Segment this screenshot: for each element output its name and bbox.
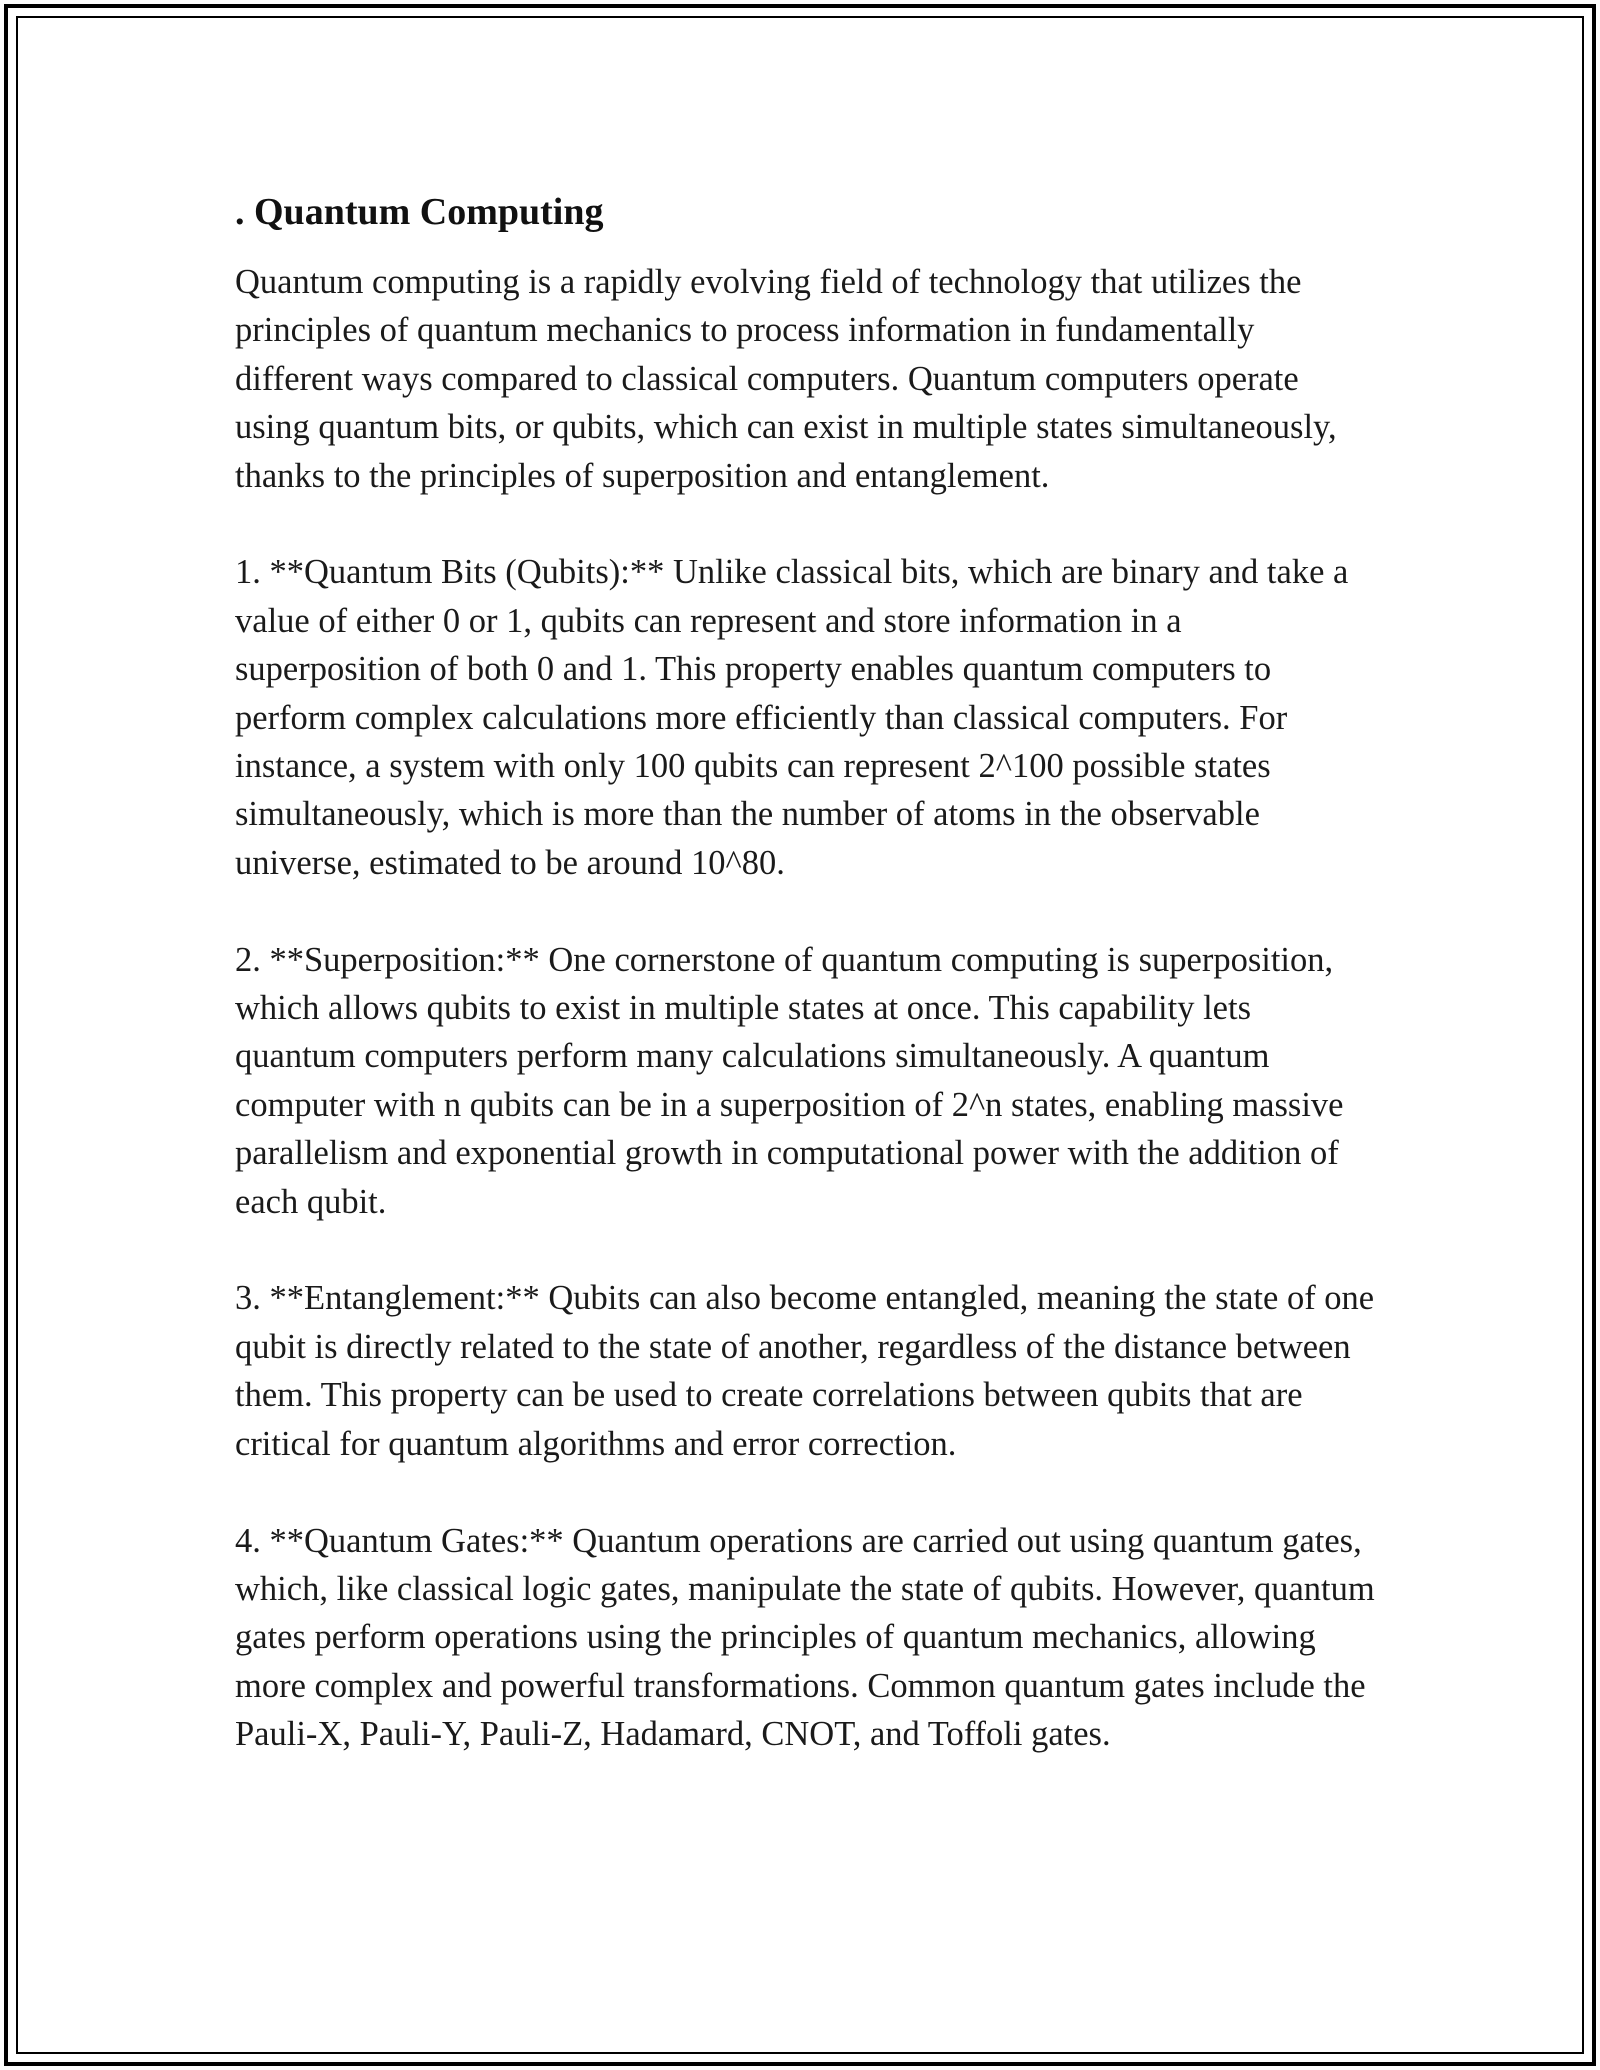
document-title: . Quantum Computing	[235, 191, 604, 233]
qubits-paragraph: 1. **Quantum Bits (Qubits):** Unlike classical bits, which are binary and take a value of either 0 or 1, qubits can represent and store information in a superposition of both 0 and 1. This property enables quantum computers to perform complex calculations more efficiently than classical computers. For instance, a system with only 100 qubits can represent 2^100 possible states simultaneously, which is more than the number of atoms in the observable universe, estimated to be around 10^80.	[235, 553, 1349, 882]
quantum-gates-paragraph: 4. **Quantum Gates:** Quantum operations are carried out using quantum gates, which, like classical logic gates, manipulate the state of qubits. However, quantum gates perform operations using the principles of quantum mechanics, allowing more complex and powerful transformations. Common quantum gates include the Pauli-X, Pauli-Y, Pauli-Z, Hadamard, CNOT, and Toffoli gates.	[235, 1521, 1375, 1754]
intro-paragraph: Quantum computing is a rapidly evolving field of technology that utilizes the principles of quantum mechanics to process information in fundamentally different ways compared to classical computers. Quantum computers operate using quantum bits, or qubits, which can exist in multiple states simultaneously, thanks to the principles of superposition and entanglement.	[235, 263, 1337, 495]
document-body	[235, 186, 1375, 1807]
entanglement-paragraph: 3. **Entanglement:** Qubits can also become entangled, meaning the state of one qubit is directly related to the state of another, regardless of the distance between them. This property can be used to create correlations between qubits that are critical for quantum algorithms and error correction.	[235, 1279, 1375, 1463]
superposition-paragraph: 2. **Superposition:** One cornerstone of quantum computing is superposition, which allows qubits to exist in multiple states at once. This capability lets quantum computers perform many calculations simultaneously. A quantum computer with n qubits can be in a superposition of 2^n states, enabling massive parallelism and exponential growth in computational power with the addition of each qubit.	[235, 940, 1344, 1221]
